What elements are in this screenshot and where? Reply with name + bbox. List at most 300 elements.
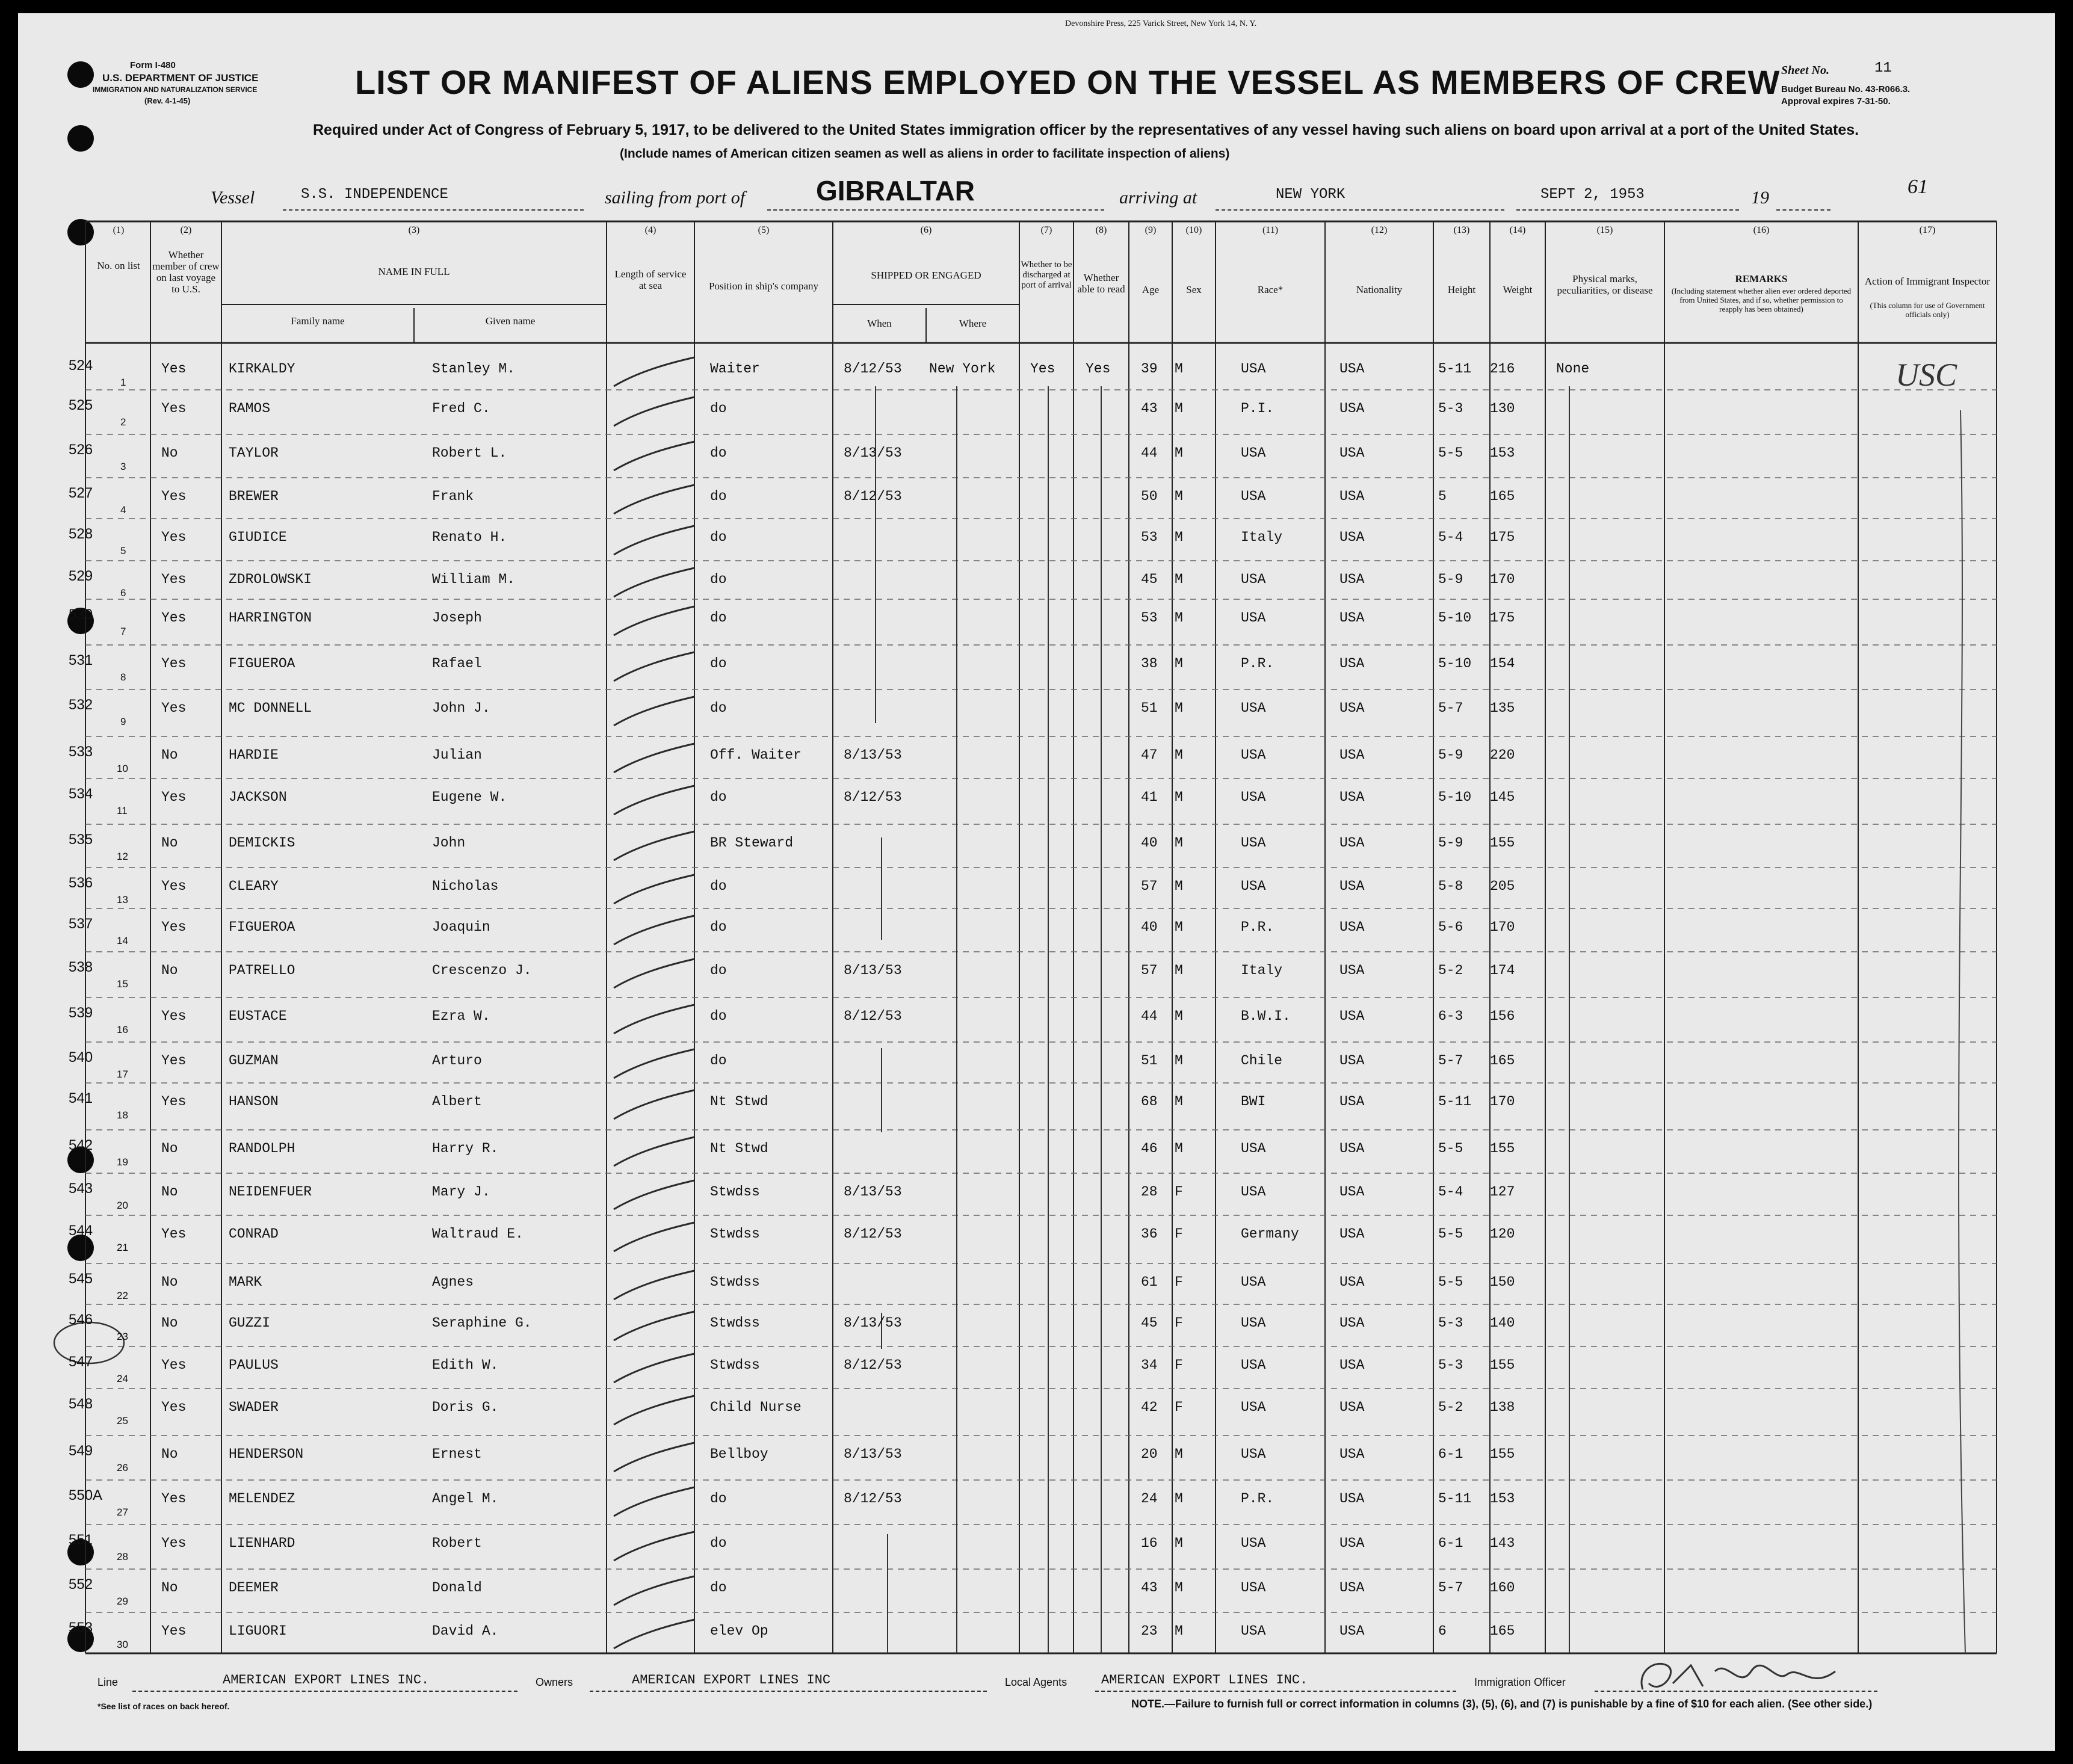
col-num: (17): [1919, 225, 1936, 235]
row-age: 46: [1141, 1141, 1158, 1156]
row-position: Stwdss: [710, 1315, 760, 1331]
row-line-number: 12: [117, 851, 128, 862]
row-list-number: 536: [69, 875, 93, 891]
row-age: 44: [1141, 445, 1158, 461]
row-race: B.W.I.: [1241, 1008, 1291, 1024]
row-line-number: 28: [117, 1551, 128, 1562]
row-age: 40: [1141, 835, 1158, 851]
sheet-number: 11: [1874, 60, 1892, 76]
row-previous-voyage: Yes: [161, 789, 187, 805]
row-line-number: 21: [117, 1242, 128, 1253]
row-line-number: 4: [120, 504, 126, 516]
row-list-number: 531: [69, 652, 93, 668]
row-shipped-when: 8/13/53: [844, 747, 902, 763]
row-family-name: TAYLOR: [229, 445, 279, 461]
row-nationality: USA: [1339, 700, 1365, 716]
row-able-to-read: Yes: [1086, 361, 1111, 377]
row-height: 5-10: [1438, 656, 1472, 671]
approval-expiry: Approval expires 7-31-50.: [1781, 96, 1891, 106]
row-shipped-when: 8/13/53: [844, 1446, 902, 1462]
row-nationality: USA: [1339, 1357, 1365, 1373]
row-list-number: 552: [69, 1576, 93, 1593]
row-shipped-when: 8/13/53: [844, 445, 902, 461]
row-previous-voyage: Yes: [161, 401, 187, 416]
row-line-number: 23: [117, 1331, 128, 1342]
row-age: 61: [1141, 1274, 1158, 1290]
row-position: do: [710, 700, 727, 716]
row-sex: F: [1175, 1315, 1183, 1331]
row-family-name: MARK: [229, 1274, 262, 1290]
row-shipped-when: 8/12/53: [844, 1008, 902, 1024]
row-nationality: USA: [1339, 489, 1365, 504]
row-race: USA: [1241, 1623, 1266, 1639]
row-sex: M: [1175, 789, 1183, 805]
row-weight: 130: [1490, 401, 1515, 416]
row-sex: M: [1175, 656, 1183, 671]
row-age: 53: [1141, 610, 1158, 626]
row-race: USA: [1241, 489, 1266, 504]
row-previous-voyage: No: [161, 1184, 178, 1200]
row-line-number: 25: [117, 1415, 128, 1426]
row-given-name: Fred C.: [432, 401, 490, 416]
row-sex: M: [1175, 445, 1183, 461]
row-race: USA: [1241, 445, 1266, 461]
row-sex: M: [1175, 572, 1183, 587]
service: IMMIGRATION AND NATURALIZATION SERVICE: [93, 85, 258, 94]
row-previous-voyage: Yes: [161, 489, 187, 504]
row-age: 20: [1141, 1446, 1158, 1462]
row-height: 5-9: [1438, 572, 1463, 587]
row-previous-voyage: Yes: [161, 1226, 187, 1242]
row-position: Stwdss: [710, 1274, 760, 1290]
row-line-number: 24: [117, 1373, 128, 1384]
row-race: Chile: [1241, 1053, 1283, 1069]
row-family-name: LIGUORI: [229, 1623, 287, 1639]
row-family-name: JACKSON: [229, 789, 287, 805]
row-age: 57: [1141, 963, 1158, 978]
row-age: 41: [1141, 789, 1158, 805]
row-shipped-when: 8/13/53: [844, 963, 902, 978]
row-sex: F: [1175, 1357, 1183, 1373]
sailing-label: sailing from port of: [605, 188, 746, 208]
row-sex: M: [1175, 610, 1183, 626]
row-weight: 175: [1490, 610, 1515, 626]
row-list-number: 542: [69, 1137, 93, 1153]
row-given-name: John: [432, 835, 466, 851]
row-line-number: 26: [117, 1462, 128, 1473]
row-weight: 150: [1490, 1274, 1515, 1290]
row-position: do: [710, 572, 727, 587]
row-height: 5-5: [1438, 1274, 1463, 1290]
row-given-name: Seraphine G.: [432, 1315, 532, 1331]
row-race: P.R.: [1241, 656, 1274, 671]
row-shipped-when: 8/13/53: [844, 1315, 902, 1331]
row-shipped-when: 8/12/53: [844, 789, 902, 805]
row-race: USA: [1241, 610, 1266, 626]
row-family-name: HANSON: [229, 1094, 279, 1109]
row-sex: M: [1175, 529, 1183, 545]
row-height: 5-11: [1438, 361, 1472, 377]
row-weight: 153: [1490, 445, 1515, 461]
row-height: 6-3: [1438, 1008, 1463, 1024]
row-family-name: PAULUS: [229, 1357, 279, 1373]
row-sex: M: [1175, 1535, 1183, 1551]
row-line-number: 6: [120, 587, 126, 599]
row-position: BR Steward: [710, 835, 794, 851]
row-weight: 138: [1490, 1399, 1515, 1415]
col-physical-marks: Physical marks, peculiarities, or disease: [1557, 273, 1653, 296]
row-list-number: 529: [69, 568, 93, 584]
row-given-name: Harry R.: [432, 1141, 499, 1156]
row-given-name: Angel M.: [432, 1491, 499, 1506]
row-age: 57: [1141, 878, 1158, 894]
row-position: do: [710, 1491, 727, 1506]
row-previous-voyage: Yes: [161, 572, 187, 587]
col-num: (15): [1596, 225, 1613, 235]
row-age: 43: [1141, 1580, 1158, 1596]
row-family-name: HARRINGTON: [229, 610, 312, 626]
row-family-name: DEEMER: [229, 1580, 279, 1596]
row-race: Italy: [1241, 963, 1283, 978]
row-line-number: 27: [117, 1506, 128, 1518]
row-age: 45: [1141, 1315, 1158, 1331]
row-position: do: [710, 610, 727, 626]
row-line-number: 15: [117, 978, 128, 990]
row-position: do: [710, 1535, 727, 1551]
row-position: Stwdss: [710, 1184, 760, 1200]
row-list-number: 548: [69, 1396, 93, 1412]
row-family-name: EUSTACE: [229, 1008, 287, 1024]
row-weight: 165: [1490, 1053, 1515, 1069]
row-list-number: 528: [69, 526, 93, 542]
row-race: Germany: [1241, 1226, 1299, 1242]
row-family-name: HENDERSON: [229, 1446, 304, 1462]
row-given-name: Mary J.: [432, 1184, 490, 1200]
row-list-number: 526: [69, 442, 93, 458]
row-given-name: Ezra W.: [432, 1008, 490, 1024]
arriving-label: arriving at: [1119, 188, 1197, 208]
row-list-number: 525: [69, 397, 93, 413]
row-line-number: 22: [117, 1290, 128, 1301]
row-nationality: USA: [1339, 1094, 1365, 1109]
row-previous-voyage: Yes: [161, 1053, 187, 1069]
row-age: 44: [1141, 1008, 1158, 1024]
row-nationality: USA: [1339, 747, 1365, 763]
row-age: 16: [1141, 1535, 1158, 1551]
row-race: Italy: [1241, 529, 1283, 545]
row-height: 5-7: [1438, 1580, 1463, 1596]
row-nationality: USA: [1339, 361, 1365, 377]
row-age: 68: [1141, 1094, 1158, 1109]
col-num: (6): [920, 225, 932, 235]
row-height: 5-7: [1438, 700, 1463, 716]
row-nationality: USA: [1339, 878, 1365, 894]
row-race: USA: [1241, 1315, 1266, 1331]
row-race: BWI: [1241, 1094, 1266, 1109]
row-age: 40: [1141, 919, 1158, 935]
row-sex: M: [1175, 1491, 1183, 1506]
row-position: Nt Stwd: [710, 1141, 768, 1156]
col-discharged: Whether to be discharged at port of arrival: [1021, 260, 1072, 290]
row-family-name: FIGUEROA: [229, 656, 295, 671]
row-previous-voyage: Yes: [161, 656, 187, 671]
row-family-name: CONRAD: [229, 1226, 279, 1242]
manifest-sheet: [18, 13, 2055, 1751]
col-previous-voyage: Whether member of crew on last voyage to U.S.: [152, 249, 220, 295]
row-weight: 216: [1490, 361, 1515, 377]
row-list-number: 530: [69, 606, 93, 623]
row-given-name: Albert: [432, 1094, 482, 1109]
row-weight: 120: [1490, 1226, 1515, 1242]
row-weight: 155: [1490, 835, 1515, 851]
row-nationality: USA: [1339, 919, 1365, 935]
row-family-name: GIUDICE: [229, 529, 287, 545]
row-race: USA: [1241, 835, 1266, 851]
row-line-number: 1: [120, 377, 126, 388]
row-race: USA: [1241, 789, 1266, 805]
row-age: 51: [1141, 700, 1158, 716]
row-age: 47: [1141, 747, 1158, 763]
line-label: Line: [97, 1676, 119, 1688]
row-family-name: BREWER: [229, 489, 279, 504]
row-list-number: 527: [69, 485, 93, 501]
col-num: (7): [1040, 225, 1052, 235]
row-nationality: USA: [1339, 1226, 1365, 1242]
row-list-number: 535: [69, 831, 93, 848]
owners-name: AMERICAN EXPORT LINES INC: [632, 1673, 831, 1688]
agents-name: AMERICAN EXPORT LINES INC.: [1101, 1673, 1308, 1688]
row-position: do: [710, 963, 727, 978]
row-weight: 205: [1490, 878, 1515, 894]
row-height: 5-6: [1438, 919, 1463, 935]
row-position: do: [710, 656, 727, 671]
row-weight: 140: [1490, 1315, 1515, 1331]
row-height: 6-1: [1438, 1446, 1463, 1462]
col-shipped-where: Where: [959, 318, 987, 329]
row-age: 23: [1141, 1623, 1158, 1639]
row-previous-voyage: Yes: [161, 361, 187, 377]
row-previous-voyage: Yes: [161, 529, 187, 545]
col-shipped-or-engaged: SHIPPED OR ENGAGED: [871, 270, 981, 281]
row-line-number: 16: [117, 1024, 128, 1035]
row-sex: M: [1175, 835, 1183, 851]
arrival-port: NEW YORK: [1276, 187, 1345, 203]
row-height: 5-3: [1438, 1315, 1463, 1331]
row-list-number: 545: [69, 1271, 93, 1287]
row-race: USA: [1241, 747, 1266, 763]
row-previous-voyage: Yes: [161, 1399, 187, 1415]
row-family-name: SWADER: [229, 1399, 279, 1415]
row-weight: 143: [1490, 1535, 1515, 1551]
row-race: USA: [1241, 1184, 1266, 1200]
row-line-number: 14: [117, 935, 128, 946]
row-weight: 220: [1490, 747, 1515, 763]
row-weight: 165: [1490, 489, 1515, 504]
row-position: do: [710, 489, 727, 504]
row-nationality: USA: [1339, 1399, 1365, 1415]
row-sex: F: [1175, 1399, 1183, 1415]
form-number: Form I-480: [130, 60, 176, 70]
row-sex: M: [1175, 401, 1183, 416]
row-family-name: GUZMAN: [229, 1053, 279, 1069]
row-weight: 170: [1490, 1094, 1515, 1109]
row-previous-voyage: No: [161, 1580, 178, 1596]
budget-bureau: Budget Bureau No. 43-R066.3.: [1781, 84, 1911, 94]
row-previous-voyage: No: [161, 1446, 178, 1462]
row-list-number: 534: [69, 786, 93, 802]
row-position: do: [710, 401, 727, 416]
row-line-number: 2: [120, 416, 126, 428]
row-previous-voyage: Yes: [161, 1094, 187, 1109]
col-length-of-service: Length of service at sea: [614, 268, 687, 291]
row-given-name: Joaquin: [432, 919, 490, 935]
col-num: (4): [644, 225, 657, 235]
row-physical-marks: None: [1556, 361, 1590, 377]
row-previous-voyage: Yes: [161, 610, 187, 626]
row-sex: F: [1175, 1226, 1183, 1242]
row-nationality: USA: [1339, 1008, 1365, 1024]
col-num: (16): [1753, 225, 1770, 235]
row-given-name: Julian: [432, 747, 482, 763]
row-position: do: [710, 1053, 727, 1069]
row-age: 51: [1141, 1053, 1158, 1069]
row-previous-voyage: Yes: [161, 878, 187, 894]
row-given-name: Edith W.: [432, 1357, 499, 1373]
row-age: 24: [1141, 1491, 1158, 1506]
row-family-name: PATRELLO: [229, 963, 295, 978]
row-weight: 175: [1490, 529, 1515, 545]
printer-imprint: Devonshire Press, 225 Varick Street, New York 14, N. Y.: [1065, 19, 1257, 28]
col-height: Height: [1447, 284, 1476, 295]
row-previous-voyage: No: [161, 1274, 178, 1290]
row-height: 6: [1438, 1623, 1447, 1639]
row-height: 5-9: [1438, 747, 1463, 763]
col-num: (3): [408, 225, 420, 235]
row-weight: 155: [1490, 1357, 1515, 1373]
row-given-name: Robert L.: [432, 445, 507, 461]
row-line-number: 17: [117, 1069, 128, 1080]
row-family-name: NEIDENFUER: [229, 1184, 312, 1200]
col-inspector-note: (This column for use of Government officials only): [1870, 301, 1985, 319]
row-sex: F: [1175, 1274, 1183, 1290]
row-nationality: USA: [1339, 572, 1365, 587]
row-family-name: HARDIE: [229, 747, 279, 763]
row-race: USA: [1241, 361, 1266, 377]
row-line-number: 8: [120, 671, 126, 683]
departure-port: GIBRALTAR: [816, 175, 975, 206]
sheet-label: Sheet No.: [1781, 64, 1829, 77]
row-weight: 135: [1490, 700, 1515, 716]
row-age: 50: [1141, 489, 1158, 504]
row-previous-voyage: No: [161, 1315, 178, 1331]
col-family-name: Family name: [291, 315, 345, 327]
row-position: Bellboy: [710, 1446, 768, 1462]
row-age: 36: [1141, 1226, 1158, 1242]
row-sex: M: [1175, 1580, 1183, 1596]
row-line-number: 11: [117, 805, 128, 816]
row-family-name: FIGUEROA: [229, 919, 295, 935]
handwritten-page-number: 61: [1908, 176, 1928, 198]
row-height: 5-2: [1438, 1399, 1463, 1415]
row-given-name: Stanley M.: [432, 361, 516, 377]
row-weight: 154: [1490, 656, 1515, 671]
row-previous-voyage: Yes: [161, 1491, 187, 1506]
row-height: 5-4: [1438, 1184, 1463, 1200]
officer-label: Immigration Officer: [1474, 1676, 1566, 1688]
row-given-name: William M.: [432, 572, 516, 587]
row-nationality: USA: [1339, 789, 1365, 805]
col-name-in-full: NAME IN FULL: [378, 266, 450, 277]
row-position: do: [710, 878, 727, 894]
col-list-number: No. on list: [97, 260, 140, 271]
col-num: (11): [1262, 225, 1279, 235]
row-family-name: LIENHARD: [229, 1535, 295, 1551]
row-shipped-when: 8/13/53: [844, 1184, 902, 1200]
row-list-number: 543: [69, 1180, 93, 1197]
row-given-name: Nicholas: [432, 878, 499, 894]
row-previous-voyage: Yes: [161, 1008, 187, 1024]
row-discharged: Yes: [1030, 361, 1055, 377]
col-given-name: Given name: [485, 315, 536, 327]
owners-label: Owners: [536, 1676, 573, 1688]
row-previous-voyage: Yes: [161, 1623, 187, 1639]
row-sex: M: [1175, 963, 1183, 978]
row-race: USA: [1241, 572, 1266, 587]
row-position: do: [710, 529, 727, 545]
row-given-name: David A.: [432, 1623, 499, 1639]
row-position: do: [710, 789, 727, 805]
row-sex: F: [1175, 1184, 1183, 1200]
row-weight: 165: [1490, 1623, 1515, 1639]
col-race: Race*: [1257, 284, 1284, 295]
row-previous-voyage: No: [161, 963, 178, 978]
year-label: 19: [1751, 188, 1769, 208]
col-inspector-action: Action of Immigrant Inspector: [1864, 276, 1991, 287]
col-num: (1): [113, 225, 125, 235]
row-previous-voyage: No: [161, 445, 178, 461]
row-nationality: USA: [1339, 1053, 1365, 1069]
col-position: Position in ship's company: [708, 280, 819, 292]
row-race: USA: [1241, 700, 1266, 716]
subtitle: Required under Act of Congress of February 5, 1917, to be delivered to the United States immigration officer by the representatives of any vessel having such aliens on board upon arrival at a port of the United States.: [313, 122, 1859, 138]
row-list-number: 532: [69, 697, 93, 713]
row-sex: M: [1175, 1446, 1183, 1462]
row-nationality: USA: [1339, 1184, 1365, 1200]
row-given-name: Joseph: [432, 610, 482, 626]
row-weight: 156: [1490, 1008, 1515, 1024]
row-nationality: USA: [1339, 401, 1365, 416]
row-previous-voyage: Yes: [161, 1535, 187, 1551]
row-weight: 155: [1490, 1446, 1515, 1462]
col-weight: Weight: [1503, 284, 1533, 295]
row-position: do: [710, 1580, 727, 1596]
row-family-name: RAMOS: [229, 401, 271, 416]
row-weight: 170: [1490, 919, 1515, 935]
row-previous-voyage: Yes: [161, 700, 187, 716]
row-line-number: 18: [117, 1109, 128, 1121]
row-line-number: 3: [120, 461, 126, 472]
row-height: 5-9: [1438, 835, 1463, 851]
row-weight: 155: [1490, 1141, 1515, 1156]
row-age: 28: [1141, 1184, 1158, 1200]
row-height: 5-3: [1438, 401, 1463, 416]
row-nationality: USA: [1339, 610, 1365, 626]
row-given-name: Ernest: [432, 1446, 482, 1462]
row-family-name: ZDROLOWSKI: [229, 572, 312, 587]
row-weight: 170: [1490, 572, 1515, 587]
row-position: do: [710, 919, 727, 935]
row-nationality: USA: [1339, 529, 1365, 545]
